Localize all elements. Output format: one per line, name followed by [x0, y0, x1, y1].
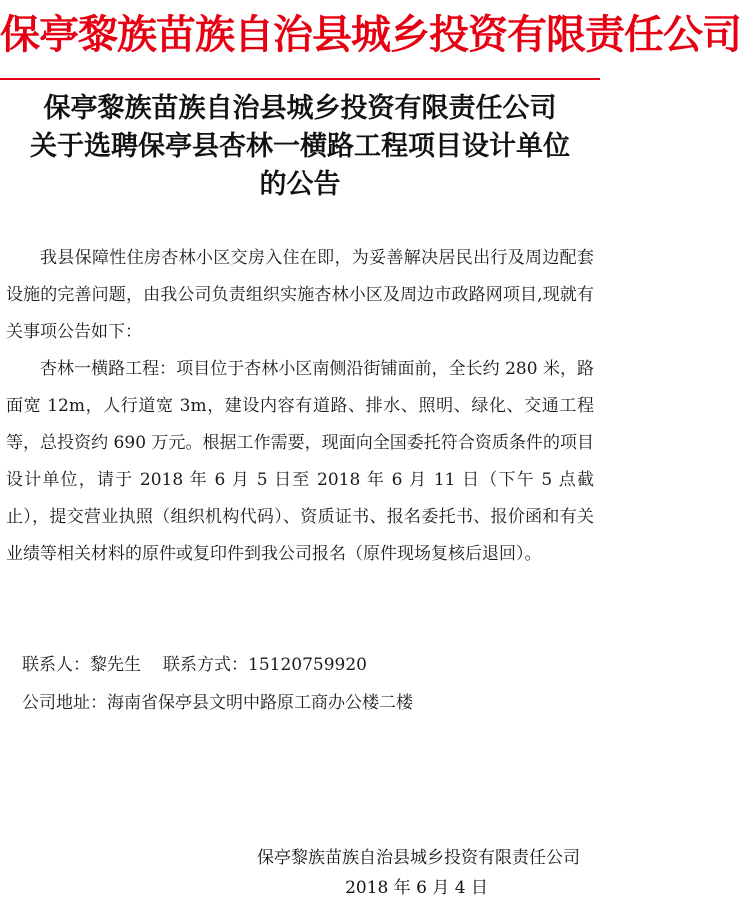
body-paragraph-project: 杏林一横路工程：项目位于杏林小区南侧沿街铺面前，全长约 280 米，路面宽 12m，人行道宽 3m，建设内容有道路、排水、照明、绿化、交通工程等，总投资约 690 万元。根据工作需要，现面向全国委托符合资质条件的项目设计单位，请于 2018 年 6 月 5 日至 2018 年 6 月 11 日（下午 5 点截止），提交营业执照（组织机构代码）、资质证书、报名委托书、报价函和有关业绩等相关材料的原件或复印件到我公司报名（原件现场复核后退回）。 — [6, 359, 594, 564]
letterhead-red-rule — [0, 78, 600, 80]
notice-title — [0, 90, 600, 204]
notice-title-line-2: 关于选聘保亭县杏林一横路工程项目设计单位 — [30, 131, 570, 162]
contact-person: 联系人：黎先生 — [22, 655, 141, 675]
signature-date: 2018 年 6 月 4 日 — [345, 878, 488, 898]
notice-title-line-3: 的公告 — [259, 169, 341, 200]
letterhead-company-name: 保亭黎族苗族自治县城乡投资有限责任公司 — [0, 12, 741, 58]
signature-company: 保亭黎族苗族自治县城乡投资有限责任公司 — [257, 848, 580, 868]
body-paragraph-intro: 我县保障性住房杏林小区交房入住在即，为妥善解决居民出行及周边配套设施的完善问题，由我公司负责组织实施杏林小区及周边市政路网项目,现就有关事项公告如下： — [6, 248, 594, 342]
company-address: 公司地址：海南省保亭县文明中路原工商办公楼二楼 — [22, 693, 413, 713]
contact-line — [22, 647, 367, 684]
notice-body — [6, 240, 594, 573]
notice-title-line-1: 保亭黎族苗族自治县城乡投资有限责任公司 — [43, 93, 557, 124]
contact-phone: 联系方式：15120759920 — [163, 655, 367, 675]
